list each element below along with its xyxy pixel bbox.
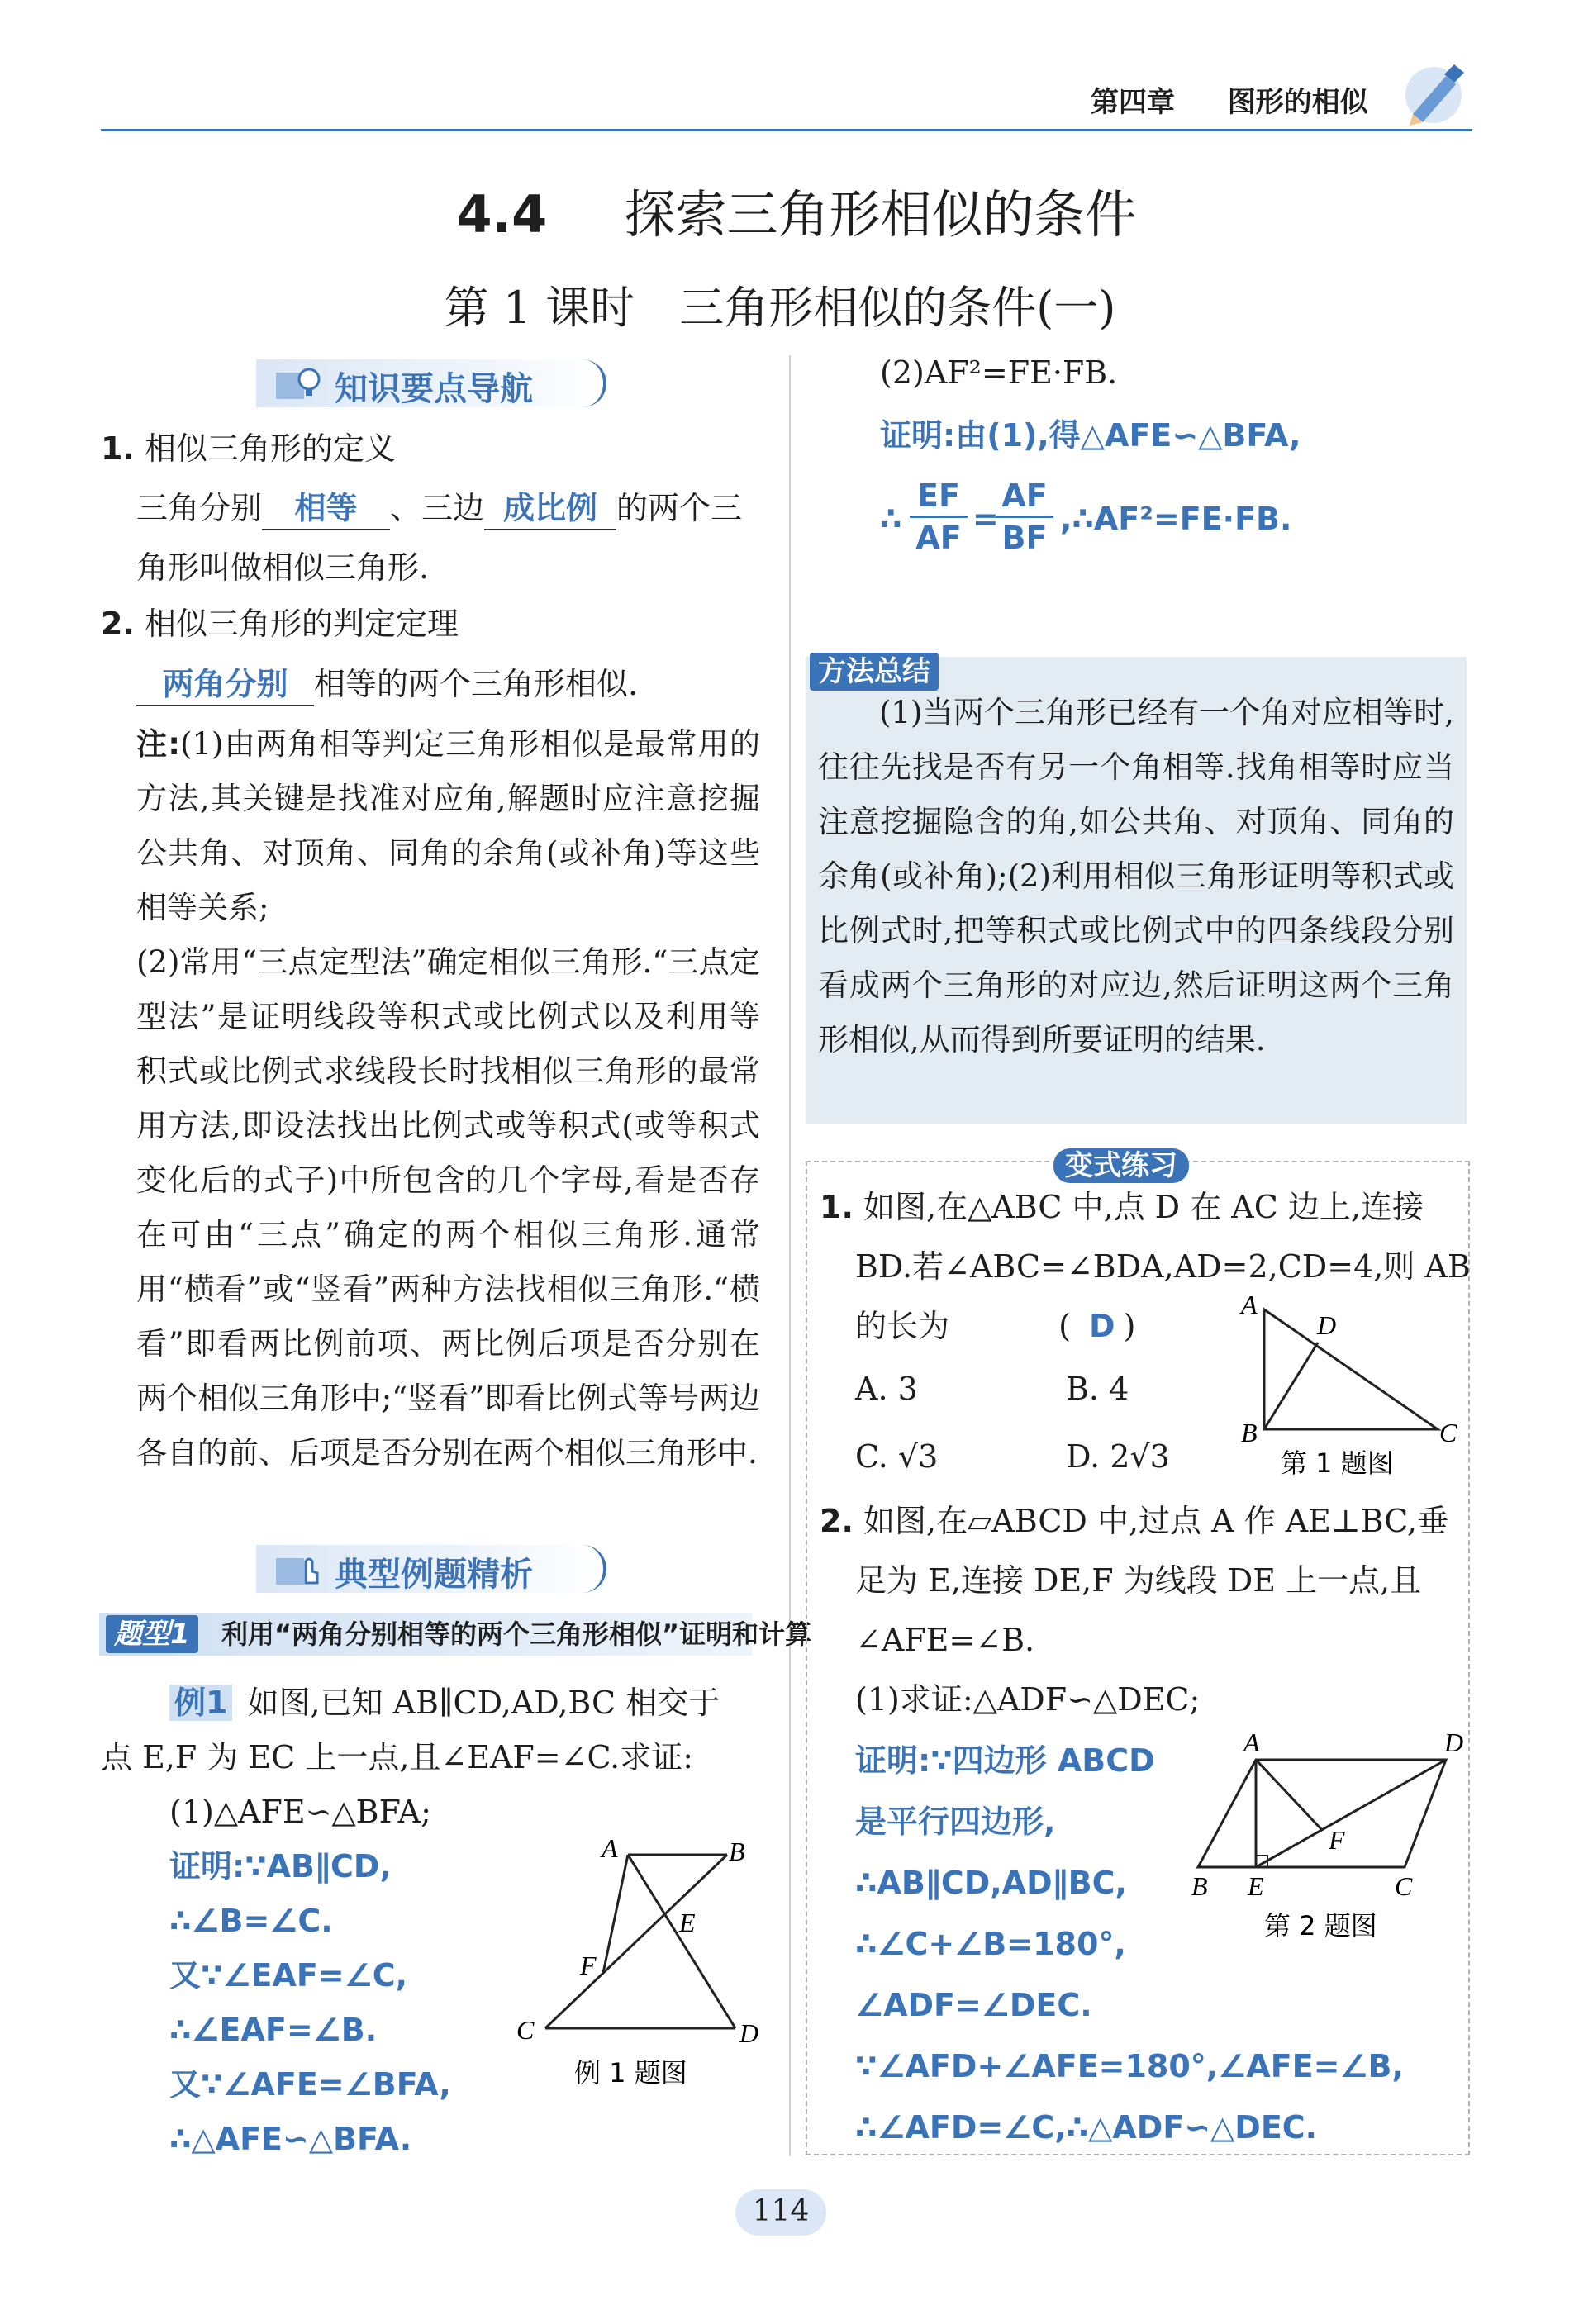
- example1-line1: 例1 如图,已知 AB∥CD,AD,BC 相交于: [169, 1675, 720, 1730]
- q2-proof-line-3: ∴AB∥CD,AD∥BC,: [855, 1865, 1127, 1901]
- segment-de: [1256, 1760, 1446, 1867]
- ex1-proof-line-6: ∴△AFE∽△BFA.: [169, 2121, 412, 2157]
- blank-two-angles: 两角分别: [136, 663, 314, 706]
- method-text: (1)当两个三角形已经有一个角对应相等时,往往先找是否有另一个角相等.找角相等时应当注意挖掘隐含的角,如公共角、对顶角、同角的余角(或补角);(2)利用相似三角形证明等积式或比例式时,把等积式或比例式中的四条线段分别看成两个三角形的对应边,然后证明这两个三角形相似,从而得到所要证明的结果.: [818, 695, 1454, 1057]
- section-name: 探索三角形相似的条件: [624, 184, 1137, 245]
- knowledge-banner: [256, 359, 606, 407]
- practice-banner: 变式练习: [1053, 1148, 1189, 1183]
- running-header: [1091, 79, 1438, 121]
- conclusion: ,∴AF²=FE·FB.: [1060, 501, 1292, 537]
- note-paragraph-2: (2)常用“三点定型法”确定相似三角形.“三点定型法”是证明线段等积式或比例式以及利用等积式或比例式求线段长时找相似三角形的最常用方法,即设法找出比例式或等积式(或等积式变化后的式子)中所包含的几个字母,看是否存在可由“三点”确定的两个相似三角形.通常用“横看”或“竖看”两种方法找相似三角形.“横看”即看两比例前项、两比例后项是否分别在两个相似三角形中;“竖看”即看比例式等号两边各自的前、后项是否分别在两个相似三角形中.: [136, 944, 760, 1471]
- ex1-proof-line-5: 又∵∠AFE=∠BFA,: [169, 2066, 451, 2103]
- q1-label-b: B: [1241, 1418, 1258, 1447]
- item1-heading: 1. 相似三角形的定义: [101, 430, 396, 467]
- q1-label-a: A: [1241, 1290, 1258, 1319]
- q1-line2: BD.若∠ABC=∠BDA,AD=2,CD=4,则 AB: [855, 1248, 1471, 1285]
- lesson-subtitle: 第 1 课时 三角形相似的条件(一): [444, 282, 1116, 334]
- label-f: F: [580, 1951, 597, 1980]
- q1-figure-caption: 第 1 题图: [1281, 1447, 1394, 1479]
- q2-proof-line-1: 证明:∵四边形 ABCD: [855, 1742, 1155, 1779]
- equals-sign: =: [972, 501, 999, 537]
- segment-af: [603, 1855, 628, 1973]
- q2-label-c: C: [1395, 1871, 1413, 1901]
- q2-line1: 2. 如图,在▱ABCD 中,过点 A 作 AE⊥BC,垂: [820, 1503, 1449, 1539]
- fraction-ef-af: EF AF: [910, 476, 968, 558]
- q1-label-c: C: [1439, 1418, 1457, 1447]
- column-divider: [789, 355, 791, 2156]
- q1-label-d: D: [1317, 1310, 1337, 1340]
- segment-bc: [545, 1855, 727, 2028]
- q2-proof-line-4: ∴∠C+∠B=180°,: [855, 1926, 1126, 1962]
- examples-banner-label: 典型例题精析: [335, 1556, 533, 1594]
- example1-figure: [496, 1826, 777, 2090]
- label-a: A: [602, 1833, 618, 1863]
- type-title: 利用“两角分别相等的两个三角形相似”证明和计算: [221, 1618, 812, 1650]
- example1-figure-caption: 例 1 题图: [574, 2057, 687, 2089]
- label-e: E: [679, 1908, 696, 1937]
- item1-line2: 角形叫做相似三角形.: [136, 549, 430, 586]
- q2-label-f: F: [1329, 1825, 1345, 1855]
- section-title: [0, 173, 1593, 247]
- section-number: 4.4: [456, 184, 548, 245]
- examples-banner: [256, 1545, 606, 1593]
- example1-label: 例1: [169, 1685, 232, 1721]
- q1-option-b: B. 4: [1066, 1371, 1129, 1407]
- item2-heading: 2. 相似三角形的判定定理: [101, 606, 459, 642]
- q2-proof-line-5: ∠ADF=∠DEC.: [855, 1987, 1092, 2023]
- method-tag: 方法总结: [810, 653, 939, 691]
- note-paragraph-1: 注:(1)由两角相等判定三角形相似是最常用的方法,其关键是找准对应角,解题时应注意挖掘公共角、对顶角、同角的余角(或补角)等这些相等关系;: [136, 726, 760, 925]
- knowledge-banner-label: 知识要点导航: [335, 370, 533, 408]
- q2-figure-caption: 第 2 题图: [1264, 1910, 1377, 1941]
- q2-proof-line-2: 是平行四边形,: [855, 1804, 1056, 1840]
- blank-equal: 相等: [262, 487, 390, 530]
- q2-proof-line-6: ∵∠AFD+∠AFE=180°,∠AFE=∠B,: [855, 2048, 1404, 2084]
- q2-figure: [1182, 1727, 1471, 1941]
- ex1-proof2-line1: 证明:由(1),得△AFE∽△BFA,: [880, 417, 1301, 454]
- segment-af: [1256, 1760, 1322, 1830]
- q2-label-e: E: [1248, 1871, 1264, 1901]
- header-chapter: 第四章: [1091, 86, 1175, 119]
- q1-option-d: D. 2√3: [1066, 1438, 1170, 1475]
- q2-part1: (1)求证:△ADF∽△DEC;: [855, 1681, 1201, 1718]
- q1-option-a: A. 3: [855, 1371, 918, 1407]
- q1-line3: 的长为 ( D ): [855, 1308, 1136, 1344]
- therefore-symbol: ∴: [880, 501, 902, 537]
- segment-ad: [628, 1855, 735, 2028]
- item1-line1: 三角分别 相等 、三边 成比例 的两个三: [136, 481, 742, 535]
- triangle-abc: [1264, 1309, 1438, 1429]
- example1-part2: (2)AF²=FE·FB.: [880, 354, 1118, 391]
- pencil-icon: [1396, 58, 1471, 132]
- item2-line: 两角分别 相等的两个三角形相似.: [136, 657, 638, 711]
- q2-line2: 足为 E,连接 DE,F 为线段 DE 上一点,且: [855, 1562, 1422, 1599]
- page-number: 114: [752, 2194, 810, 2228]
- example1-line2: 点 E,F 为 EC 上一点,且∠EAF=∠C.求证:: [101, 1739, 694, 1775]
- parallelogram-abcd: [1198, 1760, 1446, 1867]
- label-d: D: [739, 2018, 759, 2048]
- q2-line3: ∠AFE=∠B.: [855, 1622, 1035, 1658]
- ex1-proof-line-3: 又∵∠EAF=∠C,: [169, 1957, 408, 1994]
- ex1-proof-line-2: ∴∠B=∠C.: [169, 1903, 333, 1939]
- type-tag: 题型1: [106, 1615, 198, 1653]
- header-chapter-title: 图形的相似: [1227, 86, 1368, 119]
- label-c: C: [516, 2015, 535, 2045]
- ex1-proof-line-4: ∴∠EAF=∠B.: [169, 2012, 378, 2048]
- q1-figure: [1231, 1289, 1462, 1487]
- q2-label-d: D: [1444, 1728, 1464, 1757]
- ex1-proof-line-1: 证明:∵AB∥CD,: [169, 1848, 392, 1884]
- note-label: 注:: [136, 726, 181, 762]
- q2-proof-line-7: ∴∠AFD=∠C,∴△ADF∽△DEC.: [855, 2109, 1318, 2146]
- example1-part1: (1)△AFE∽△BFA;: [169, 1794, 431, 1830]
- label-b: B: [729, 1837, 745, 1866]
- hand-pointer-icon: [273, 1550, 322, 1590]
- blank-proportional: 成比例: [484, 487, 616, 530]
- q1-option-c: C. √3: [855, 1438, 939, 1475]
- q1-line1: 1. 如图,在△ABC 中,点 D 在 AC 边上,连接: [820, 1189, 1424, 1225]
- q2-label-b: B: [1191, 1871, 1208, 1901]
- fraction-af-bf: AF BF: [996, 476, 1053, 558]
- q1-answer: D: [1089, 1308, 1115, 1344]
- q2-label-a: A: [1243, 1728, 1260, 1757]
- lightbulb-icon: [273, 364, 322, 404]
- segment-bd: [1264, 1343, 1318, 1429]
- header-rule: [101, 129, 1472, 131]
